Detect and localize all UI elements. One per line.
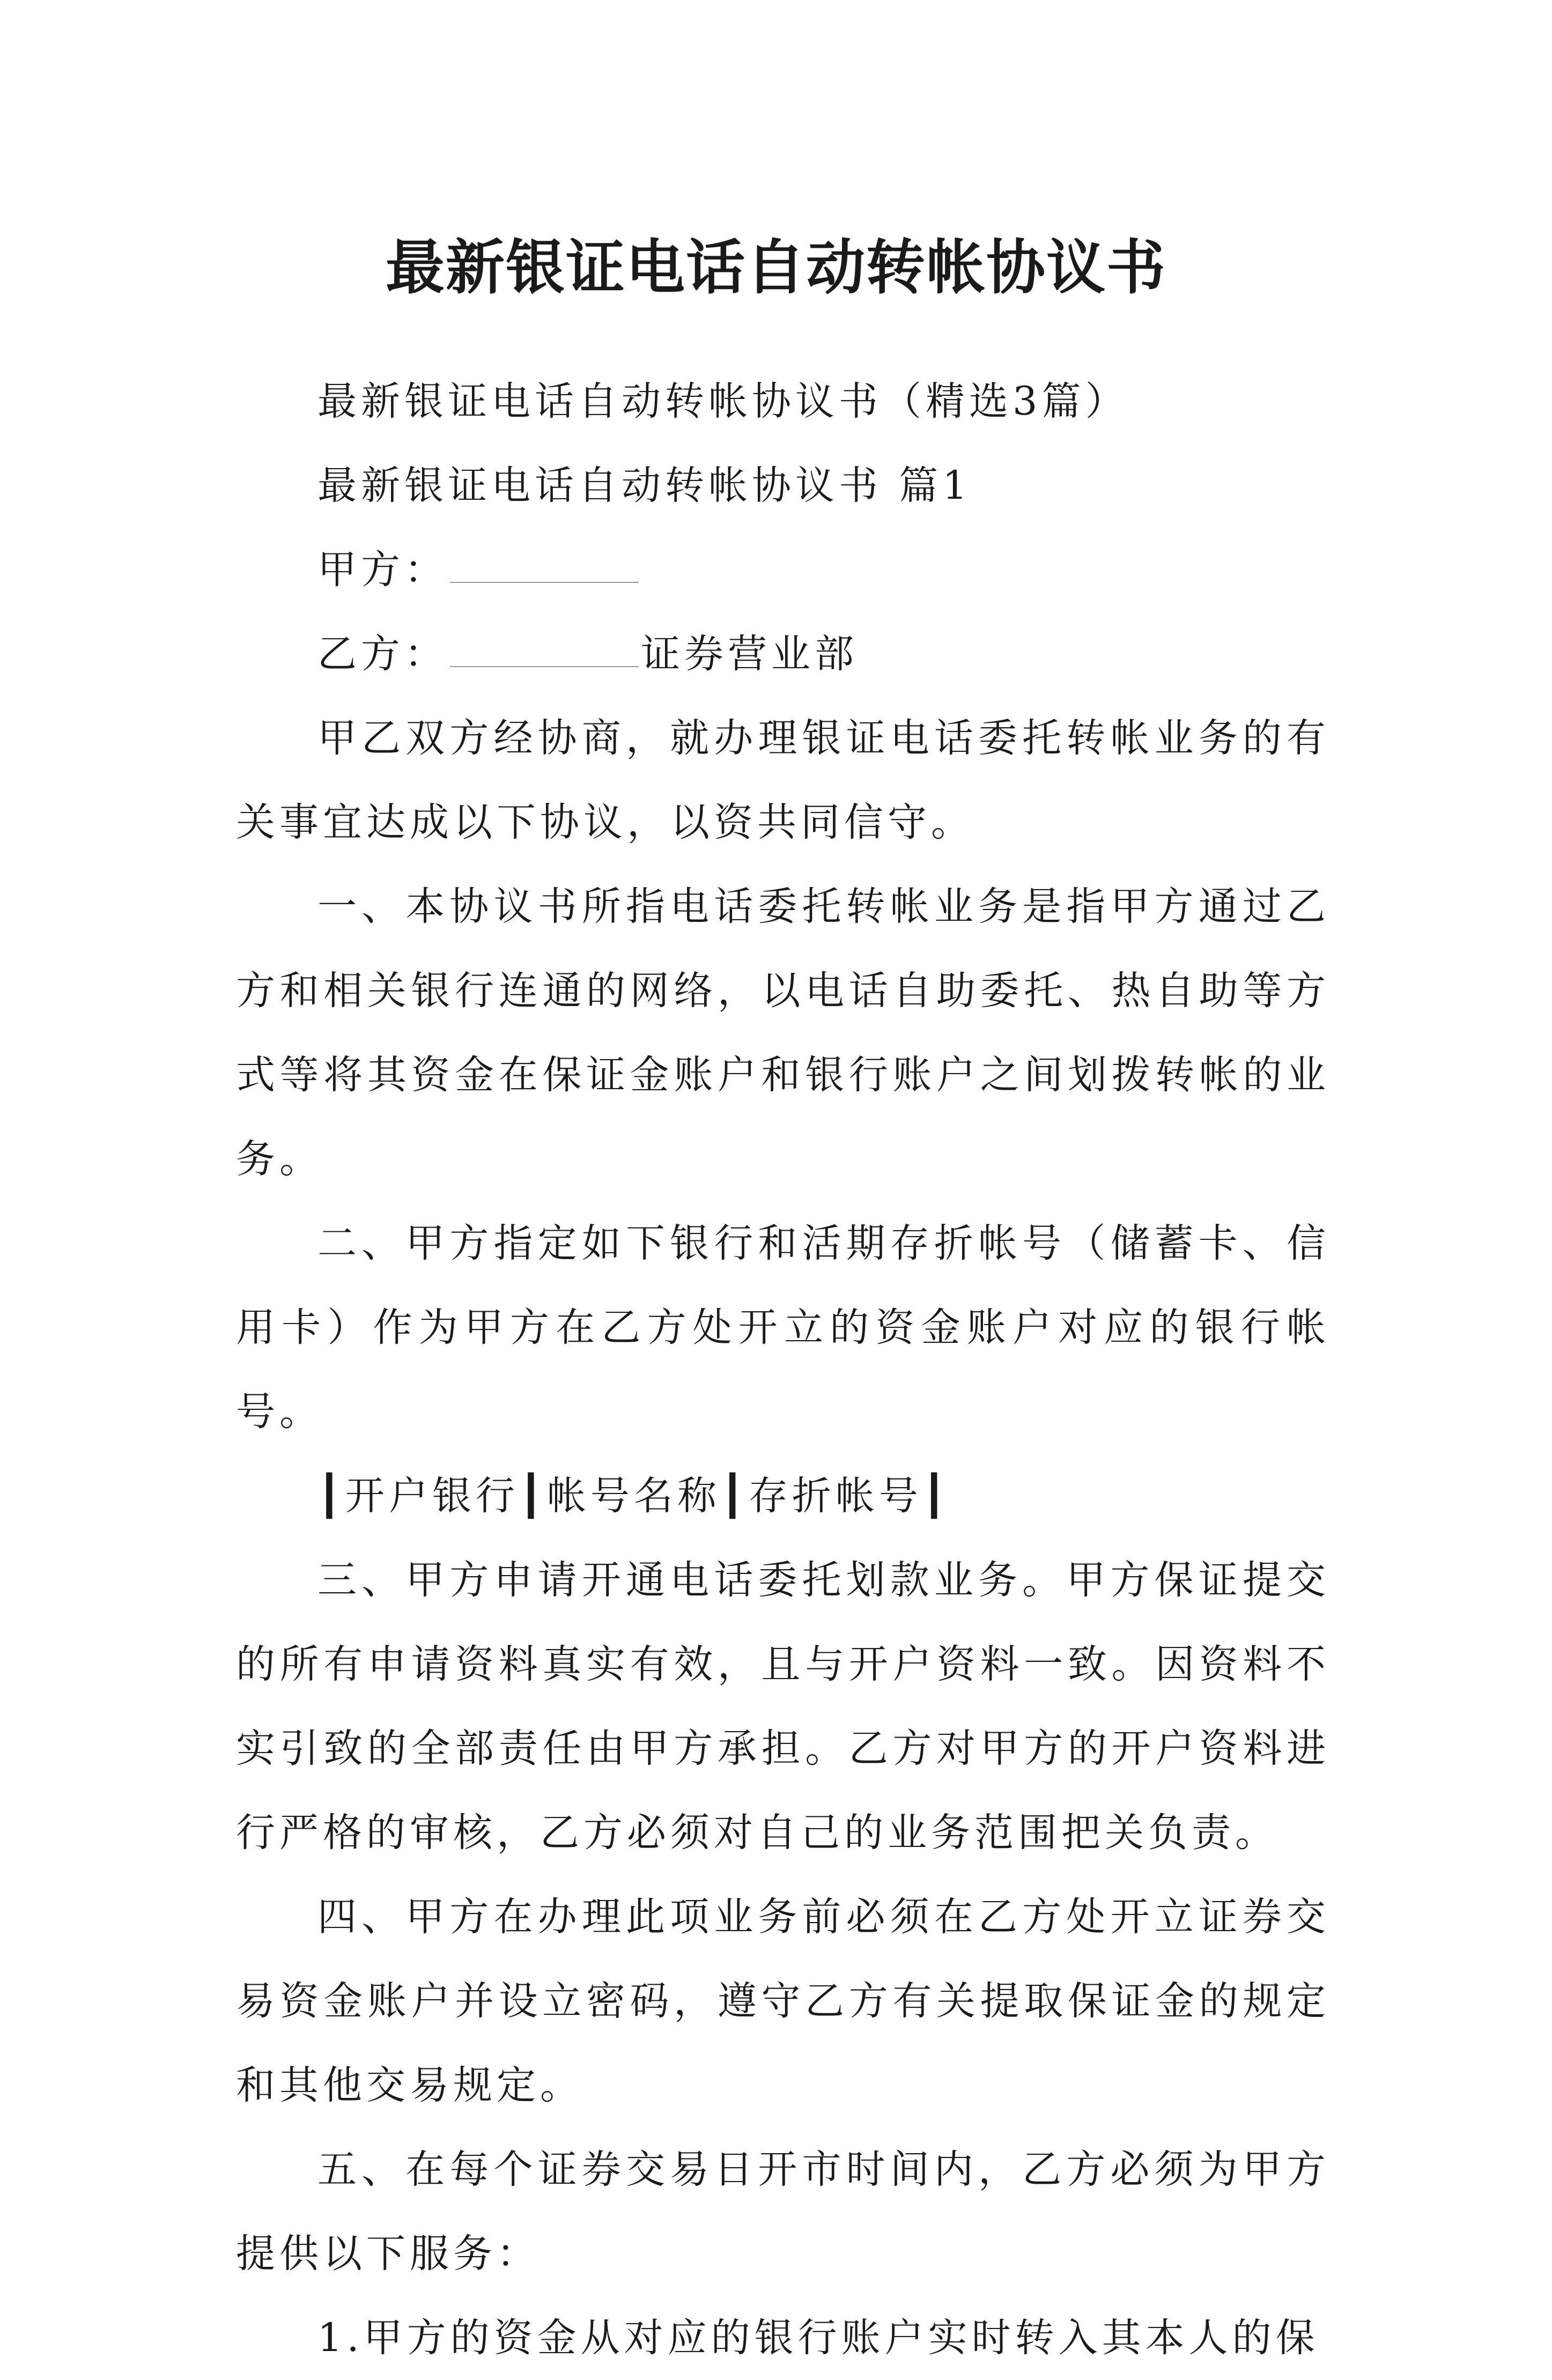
party-b-blank: [450, 661, 639, 667]
clause-2: 二、甲方指定如下银行和活期存折帐号（储蓄卡、信用卡）作为甲方在乙方处开立的资金账户对应的银行帐号。: [236, 1221, 1330, 1435]
party-a-label: 甲方：: [317, 547, 448, 593]
party-a-line: [236, 528, 1330, 612]
item-1: 1.甲方的资金从对应的银行账户实时转入其本人的保: [317, 2315, 1319, 2361]
intro-paragraph: 甲乙双方经协商，就办理银证电话委托转帐业务的有关事宜达成以下协议，以资共同信守。: [236, 715, 1330, 845]
party-a-blank: [450, 576, 639, 583]
party-b-line: [236, 612, 1330, 696]
bank-table-row: ┃开户银行┃帐号名称┃存折帐号┃: [317, 1473, 950, 1519]
subtitle: 最新银证电话自动转帐协议书（精选3篇）: [317, 379, 1129, 424]
document-title: 最新银证电话自动转帐协议书: [386, 232, 1166, 302]
clause-1: 一、本协议书所指电话委托转帐业务是指甲方通过乙方和相关银行连通的网络，以电话自助委托、热自助等方式等将其资金在保证金账户和银行账户之间划拨转帐的业务。: [236, 884, 1330, 1182]
party-b-label: 乙方：: [317, 631, 448, 677]
section-heading: 最新银证电话自动转帐协议书 篇1: [317, 463, 972, 508]
document-body: [236, 359, 1330, 2380]
clause-4: 四、甲方在办理此项业务前必须在乙方处开立证券交易资金账户并设立密码，遵守乙方有关提取保证金的规定和其他交易规定。: [236, 1894, 1330, 2108]
party-b-suffix: 证券营业部: [641, 631, 858, 677]
clause-5: 五、在每个证券交易日开市时间内，乙方必须为甲方提供以下服务：: [236, 2147, 1330, 2276]
clause-3: 三、甲方申请开通电话委托划款业务。甲方保证提交的所有申请资料真实有效，且与开户资料一致。因资料不实引致的全部责任由甲方承担。乙方对甲方的开户资料进行严格的审核，乙方必须对自己的业务范围把关负责。: [236, 1557, 1330, 1856]
